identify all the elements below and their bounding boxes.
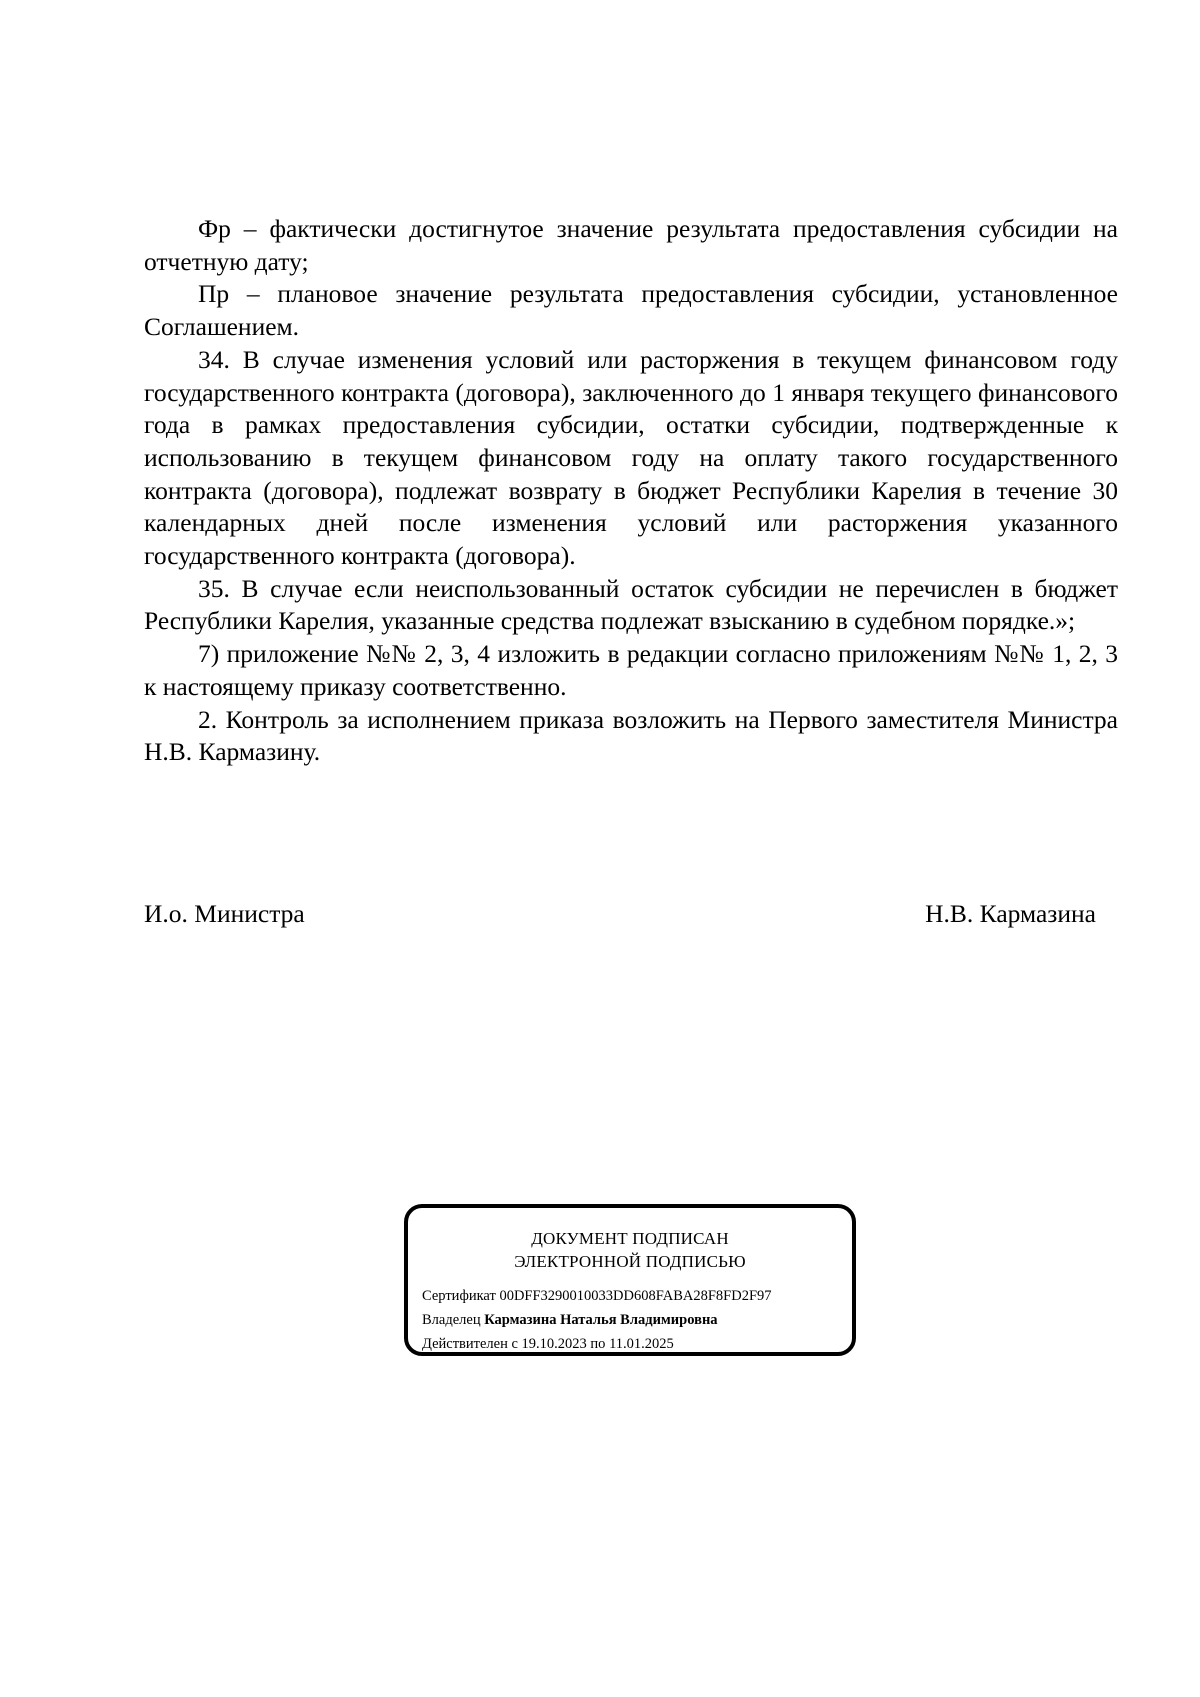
stamp-validity-line: [422, 1332, 847, 1356]
stamp-title: [408, 1227, 852, 1273]
certificate-label: Сертификат: [422, 1288, 496, 1304]
paragraph-item-7: 7) приложение №№ 2, 3, 4 изложить в редакции согласно приложениям №№ 1, 2, 3 к настоящему приказу соответственно.: [144, 639, 1118, 701]
owner-value: Кармазина Наталья Владимировна: [484, 1312, 718, 1328]
stamp-certificate-line: [422, 1284, 847, 1308]
stamp-owner-line: [422, 1308, 847, 1332]
electronic-signature-stamp: [404, 1204, 856, 1356]
paragraph-control-clause: 2. Контроль за исполнением приказа возложить на Первого заместителя Министра Н.В. Кармазину.: [144, 704, 1118, 767]
owner-label: Владелец: [422, 1312, 481, 1328]
paragraph-clause-35: 35. В случае если неиспользованный остаток субсидии не перечислен в бюджет Республики Карелия, указанные средства подлежат взысканию в судебном порядке.»;: [144, 573, 1118, 636]
valid-label: Действителен с: [422, 1336, 518, 1352]
paragraph-pr-definition: Пр – плановое значение результата предоставления субсидии, установленное Соглашением.: [144, 279, 1118, 342]
valid-to: 11.01.2025: [609, 1336, 674, 1352]
signer-role: И.о. Министра: [144, 899, 305, 928]
certificate-value: 00DFF3290010033DD608FABA28F8FD2F97: [499, 1288, 772, 1304]
paragraph-fr-definition: Фр – фактически достигнутое значение результата предоставления субсидии на отчетную дату;: [144, 214, 1118, 276]
paragraph-clause-34: 34. В случае изменения условий или расторжения в текущем финансовом году государственного контракта (договора), заключенного до 1 января текущего финансового года в рамках предоставления субсидии, остатки субсидии, подтвержденные к использованию в текущем финансовом году на оплату такого государственного контракта (договора), подлежат возврату в бюджет Республики Карелия в течение 30 календарных дней после изменения условий или расторжения указанного государственного контракта (договора).: [144, 344, 1118, 571]
stamp-title-line-2: ЭЛЕКТРОННОЙ ПОДПИСЬЮ: [514, 1252, 746, 1271]
signer-name: Н.В. Кармазина: [925, 899, 1096, 928]
valid-to-label: по: [590, 1336, 606, 1352]
stamp-title-line-1: ДОКУМЕНТ ПОДПИСАН: [531, 1229, 729, 1248]
stamp-details: [422, 1284, 847, 1356]
document-body: [144, 213, 1118, 769]
valid-from: 19.10.2023: [521, 1336, 587, 1352]
